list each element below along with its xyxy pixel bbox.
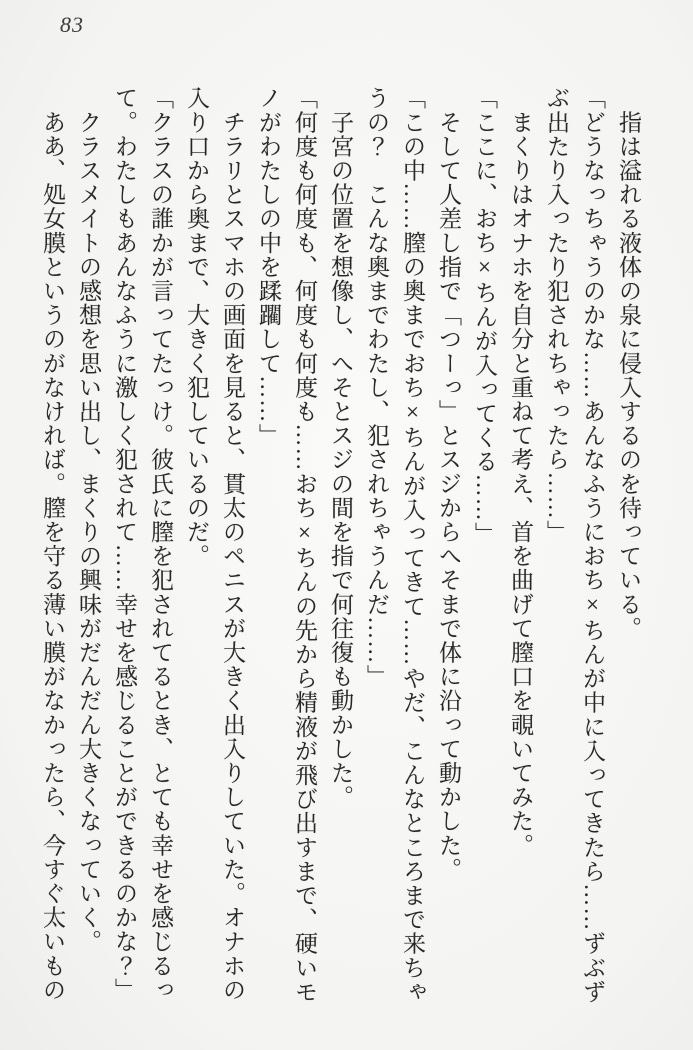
text-line: 子宮の位置を想像し、へそとスジの間を指で何往復も動かした。 — [328, 86, 353, 809]
text-line: て。わたしもあんなふうに激しく犯されて……幸せを感じることができるのかな？」 — [112, 86, 137, 1002]
text-line: クラスメイトの感想を思い出し、まくりの興味がだんだん大きくなっていく。 — [76, 86, 101, 954]
page-number: 83 — [60, 12, 84, 37]
text-line: 「どうなっちゃうのかな……あんなふうにおち×ちんが中に入ってきたら……ずぶず — [580, 86, 605, 1004]
text-line: そして人差し指で「つーっ」とスジからへそまで体に沿って動かした。 — [436, 86, 461, 882]
text-line: 「クラスの誰かが言ってたっけ。彼氏に膣を犯されてるとき、とても幸せを感じるっ — [148, 86, 173, 1002]
text-line: まくりはオナホを自分と重ねて考え、首を曲げて膣口を覗いてみた。 — [508, 86, 533, 858]
text-line: 指は溢れる液体の泉に侵入するのを待っている。 — [616, 86, 641, 641]
novel-text-block — [34, 86, 646, 1012]
text-line: チラリとスマホの画面を見ると、貫太のペニスが大きく出入りしていた。オナホの — [220, 86, 245, 1002]
text-line: 「この中……膣の奥までおち×ちんが入ってきて……やだ、こんなところまで来ちゃ — [400, 86, 425, 1004]
text-line: ぶ出たり入ったり犯されちゃったら……」 — [544, 86, 569, 544]
text-line: 入り口から奥まで、大きく犯しているのだ。 — [184, 86, 209, 568]
text-line: 「ここに、おち×ちんが入ってくる……」 — [472, 86, 497, 546]
text-line: ああ、処女膜というのがなければ。膣を守る薄い膜がなかったら、今すぐ太いもの — [40, 86, 65, 1002]
text-line: 「何度も何度も、何度も何度も……おち×ちんの先から精液が飛び出すまで、硬いモ — [292, 86, 317, 1004]
text-line: ノがわたしの中を蹂躙して……」 — [256, 86, 281, 448]
text-line: うの？ こんな奥までわたし、犯されちゃうんだ……」 — [364, 86, 389, 689]
